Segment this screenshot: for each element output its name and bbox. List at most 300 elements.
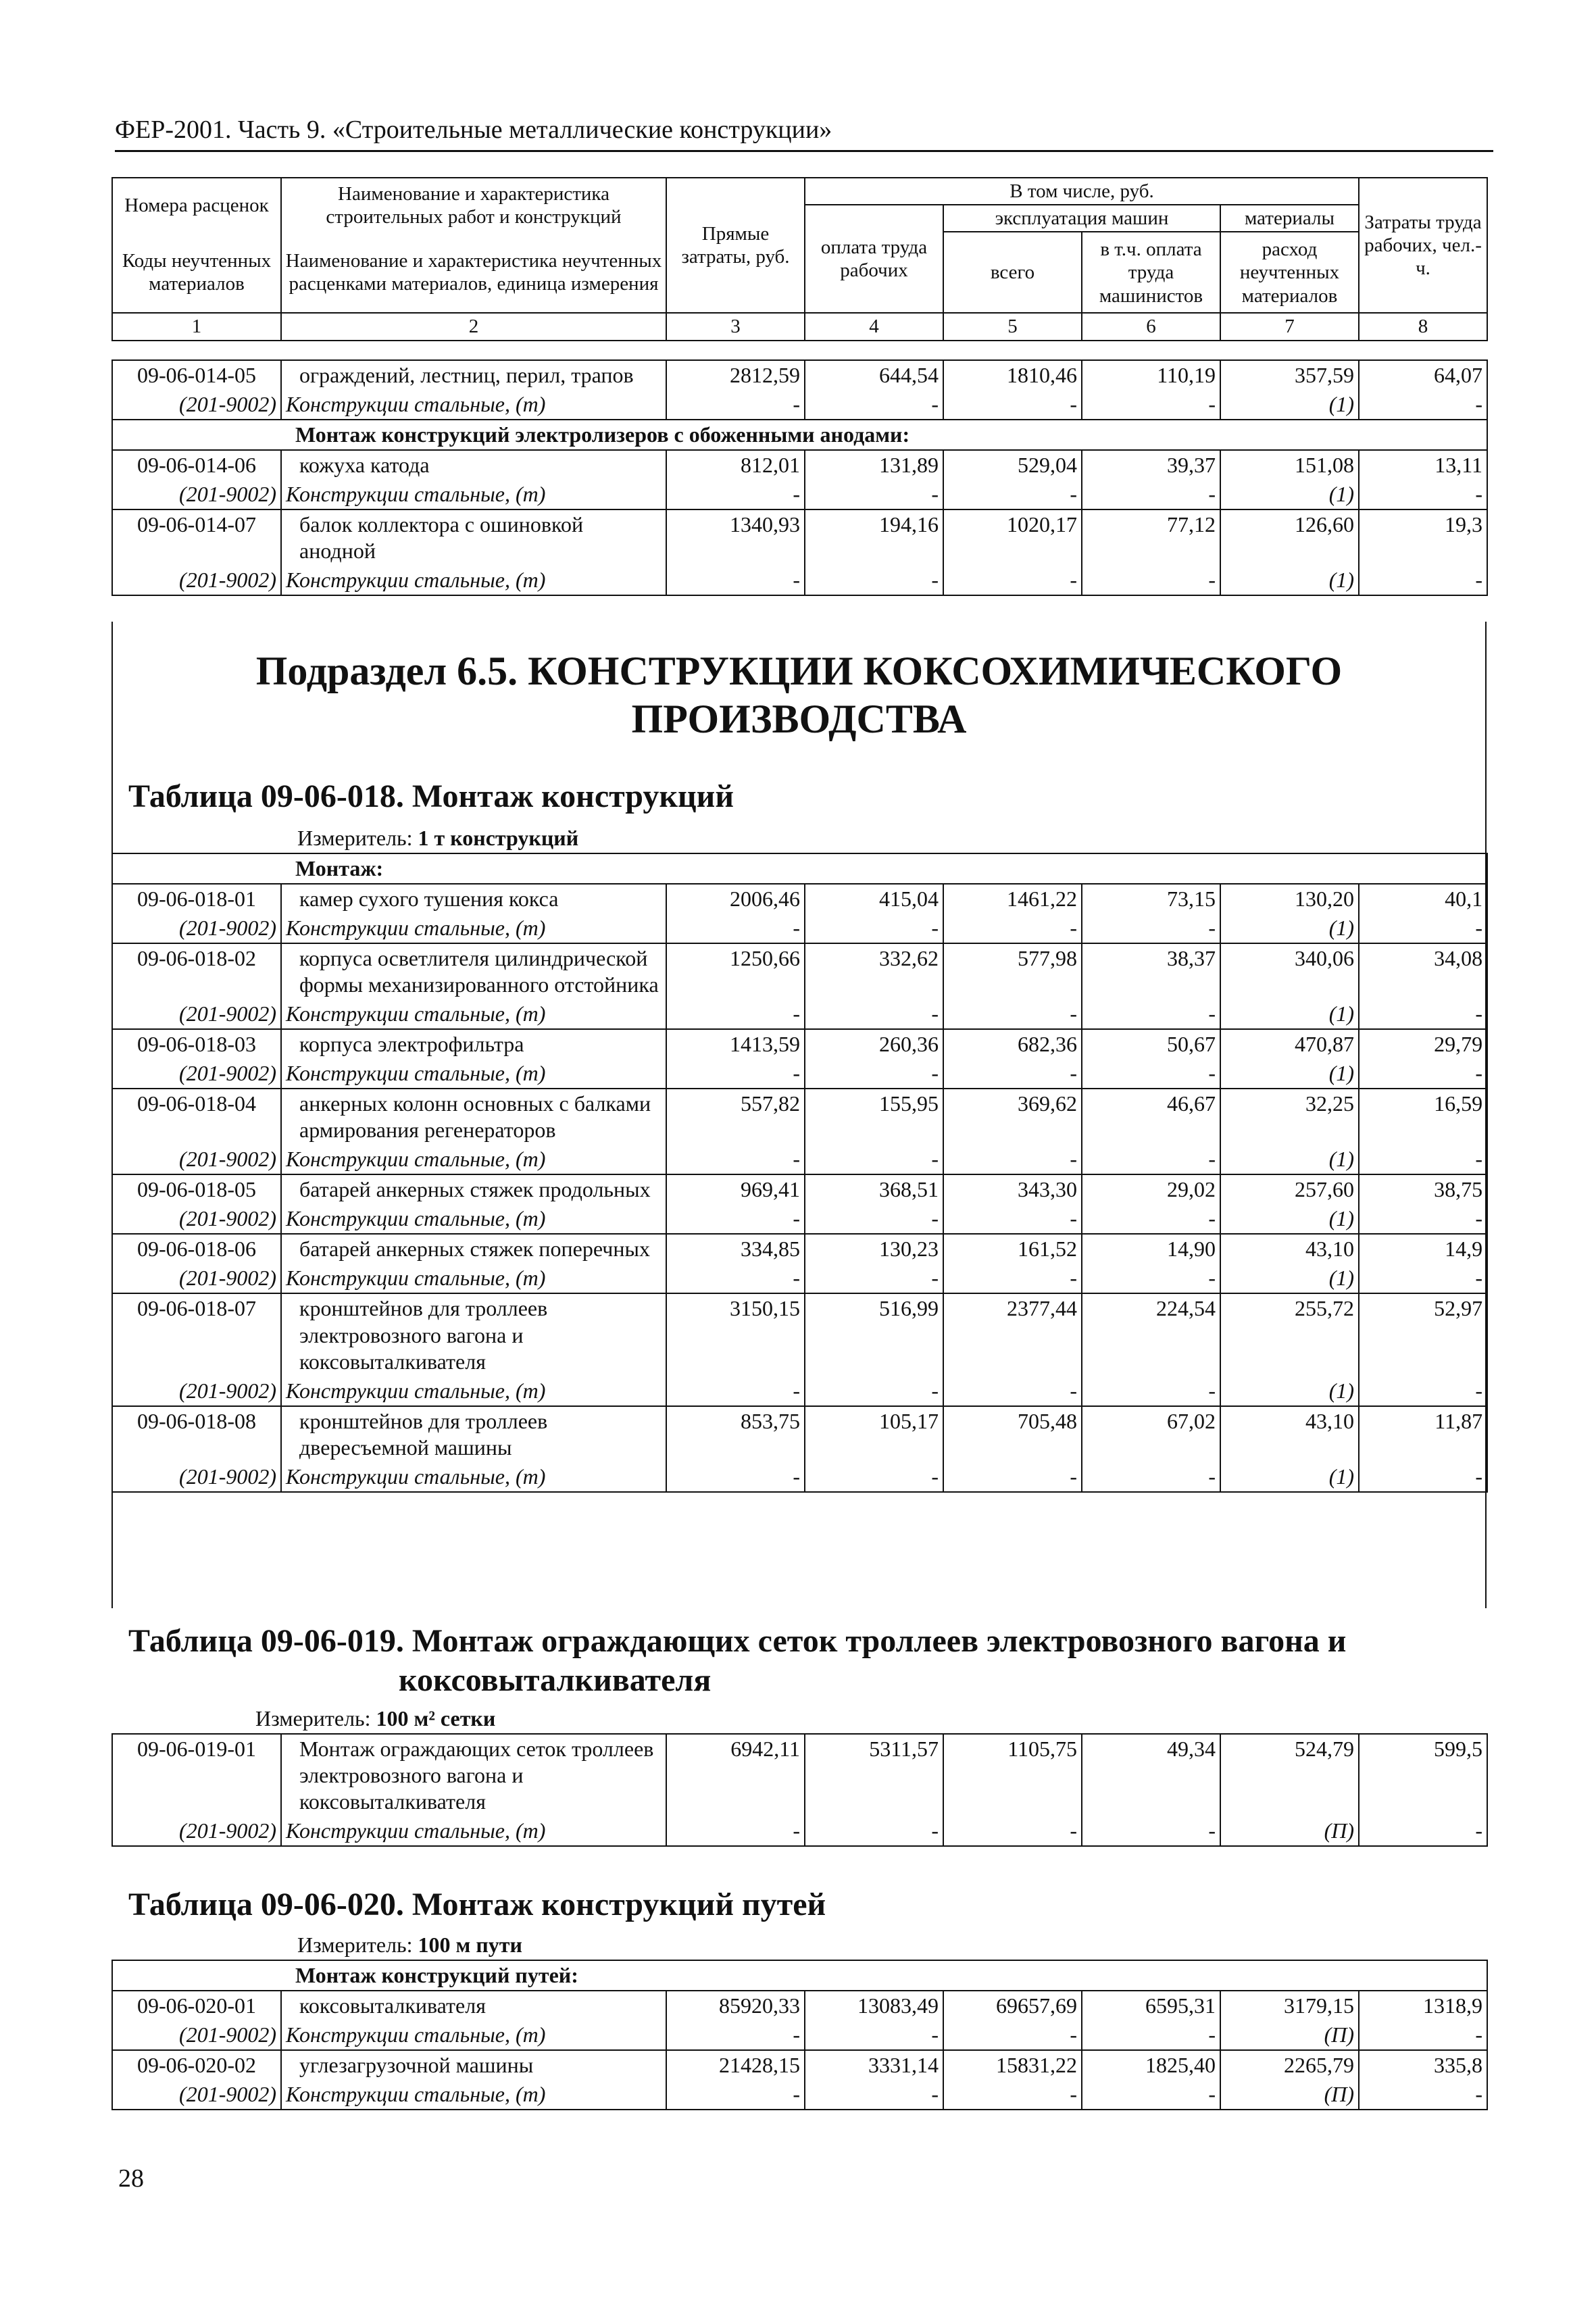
labor-hours: 38,75 <box>1359 1174 1487 1204</box>
dash-cell: - <box>1082 2020 1220 2050</box>
dash-cell: - <box>1082 999 1220 1029</box>
work-name: ограждений, лестниц, перил, трапов <box>281 360 666 390</box>
rate-code: 09-06-018-08 <box>112 1406 281 1462</box>
materials-cost: 470,87 <box>1220 1029 1359 1059</box>
machines-total: 369,62 <box>943 1089 1082 1145</box>
table-020-title: Таблица 09-06-020. Монтаж конструкций путей <box>128 1887 826 1922</box>
material-usage: (П) <box>1220 1816 1359 1846</box>
table-018-title: Таблица 09-06-018. Монтаж конструкций <box>128 778 734 814</box>
material-usage: (1) <box>1220 1462 1359 1492</box>
work-name: корпуса осветлителя цилиндрической формы механизированного отстойника <box>281 943 666 999</box>
rate-code: 09-06-014-07 <box>112 509 281 566</box>
rate-code: 09-06-014-05 <box>112 360 281 390</box>
rate-code: 09-06-014-06 <box>112 450 281 480</box>
machines-total: 577,98 <box>943 943 1082 999</box>
header-num-7: 7 <box>1220 313 1359 340</box>
machinist-pay: 50,67 <box>1082 1029 1220 1059</box>
subsection-title <box>111 647 1487 743</box>
material-usage: (1) <box>1220 480 1359 509</box>
header-including: В том числе, руб. <box>805 178 1359 205</box>
machinist-pay: 49,34 <box>1082 1734 1220 1816</box>
worker-pay: 131,89 <box>805 450 943 480</box>
header-materials: материалы <box>1220 205 1359 232</box>
dash-cell: - <box>805 2080 943 2110</box>
dash-cell: - <box>666 390 805 420</box>
header-machines-total: всего <box>943 232 1082 313</box>
material-row <box>112 1816 1487 1846</box>
header-name-top: Наименование и характеристика строительных работ и конструкций <box>281 178 666 232</box>
worker-pay: 194,16 <box>805 509 943 566</box>
dash-cell: - <box>805 1264 943 1293</box>
dash-cell: - <box>943 2080 1082 2110</box>
worker-pay: 5311,57 <box>805 1734 943 1816</box>
dash-cell: - <box>943 566 1082 595</box>
rate-row <box>112 1089 1487 1145</box>
labor-hours: 52,97 <box>1359 1293 1487 1376</box>
dash-cell: - <box>943 1816 1082 1846</box>
direct-costs: 2812,59 <box>666 360 805 390</box>
material-name: Конструкции стальные, (т) <box>281 2020 666 2050</box>
dash-cell: - <box>805 480 943 509</box>
labor-hours: 13,11 <box>1359 450 1487 480</box>
material-row <box>112 566 1487 595</box>
work-name: батарей анкерных стяжек продольных <box>281 1174 666 1204</box>
machines-total: 1105,75 <box>943 1734 1082 1816</box>
dash-cell: - <box>943 480 1082 509</box>
table-019 <box>111 1733 1488 1847</box>
machines-total: 161,52 <box>943 1234 1082 1264</box>
machinist-pay: 224,54 <box>1082 1293 1220 1376</box>
material-name: Конструкции стальные, (т) <box>281 1376 666 1406</box>
dash-cell: - <box>666 1376 805 1406</box>
dash-cell: - <box>1359 2080 1487 2110</box>
worker-pay: 3331,14 <box>805 2050 943 2080</box>
rate-row <box>112 509 1487 566</box>
rate-row <box>112 1406 1487 1462</box>
material-row <box>112 480 1487 509</box>
dash-cell: - <box>666 2080 805 2110</box>
material-usage: (1) <box>1220 1145 1359 1174</box>
section-electrolyzers: Монтаж конструкций электролизеров с обоженными анодами: <box>112 420 1487 450</box>
header-name-bottom: Наименование и характеристика неучтенных расценками материалов, единица измерения <box>281 232 666 313</box>
work-name: кронштейнов для троллеев электровозного вагона и коксовыталкивателя <box>281 1293 666 1376</box>
direct-costs: 334,85 <box>666 1234 805 1264</box>
machines-total: 705,48 <box>943 1406 1082 1462</box>
dash-cell: - <box>805 1816 943 1846</box>
dash-cell: - <box>805 914 943 943</box>
page-number: 28 <box>118 2164 144 2193</box>
worker-pay: 516,99 <box>805 1293 943 1376</box>
dash-cell: - <box>1359 2020 1487 2050</box>
work-name: анкерных колонн основных с балками армирования регенераторов <box>281 1089 666 1145</box>
direct-costs: 1413,59 <box>666 1029 805 1059</box>
dash-cell: - <box>1082 390 1220 420</box>
dash-cell: - <box>1359 480 1487 509</box>
material-code: (201-9002) <box>112 1204 281 1234</box>
rate-row <box>112 1734 1487 1816</box>
machinist-pay: 6595,31 <box>1082 1991 1220 2020</box>
materials-cost: 43,10 <box>1220 1234 1359 1264</box>
measure-value: 100 м² сетки <box>376 1706 496 1731</box>
machines-total: 2377,44 <box>943 1293 1082 1376</box>
header-machines: эксплуатация машин <box>943 205 1220 232</box>
dash-cell: - <box>666 914 805 943</box>
dash-cell: - <box>1359 914 1487 943</box>
dash-cell: - <box>1082 1462 1220 1492</box>
material-row <box>112 914 1487 943</box>
section-track-mounting: Монтаж конструкций путей: <box>112 1960 1487 1991</box>
labor-hours: 40,1 <box>1359 884 1487 914</box>
material-code: (201-9002) <box>112 914 281 943</box>
worker-pay: 105,17 <box>805 1406 943 1462</box>
material-name: Конструкции стальные, (т) <box>281 1204 666 1234</box>
table-018 <box>111 853 1488 1493</box>
direct-costs: 557,82 <box>666 1089 805 1145</box>
section-mounting: Монтаж: <box>112 853 1487 884</box>
material-code: (201-9002) <box>112 1816 281 1846</box>
labor-hours: 335,8 <box>1359 2050 1487 2080</box>
material-code: (201-9002) <box>112 999 281 1029</box>
rate-code: 09-06-020-02 <box>112 2050 281 2080</box>
work-name: Монтаж ограждающих сеток троллеев электровозного вагона и коксовыталкивателя <box>281 1734 666 1816</box>
rate-code: 09-06-019-01 <box>112 1734 281 1816</box>
labor-hours: 11,87 <box>1359 1406 1487 1462</box>
material-usage: (1) <box>1220 1264 1359 1293</box>
worker-pay: 332,62 <box>805 943 943 999</box>
dash-cell: - <box>943 2020 1082 2050</box>
dash-cell: - <box>666 2020 805 2050</box>
measure-label: Измеритель: <box>297 1933 413 1957</box>
material-usage: (П) <box>1220 2080 1359 2110</box>
labor-hours: 1318,9 <box>1359 1991 1487 2020</box>
dash-cell: - <box>943 914 1082 943</box>
machinist-pay: 39,37 <box>1082 450 1220 480</box>
materials-cost: 340,06 <box>1220 943 1359 999</box>
materials-cost: 524,79 <box>1220 1734 1359 1816</box>
dash-cell: - <box>943 999 1082 1029</box>
machinist-pay: 1825,40 <box>1082 2050 1220 2080</box>
material-code: (201-9002) <box>112 1376 281 1406</box>
dash-cell: - <box>805 1145 943 1174</box>
material-code: (201-9002) <box>112 2080 281 2110</box>
rate-row <box>112 450 1487 480</box>
header-num-8: 8 <box>1359 313 1487 340</box>
work-name: углезагрузочной машины <box>281 2050 666 2080</box>
worker-pay: 368,51 <box>805 1174 943 1204</box>
direct-costs: 1340,93 <box>666 509 805 566</box>
dash-cell: - <box>1082 480 1220 509</box>
machines-total: 529,04 <box>943 450 1082 480</box>
direct-costs: 85920,33 <box>666 1991 805 2020</box>
dash-cell: - <box>1359 1059 1487 1089</box>
dash-cell: - <box>1359 1264 1487 1293</box>
dash-cell: - <box>666 1816 805 1846</box>
dash-cell: - <box>1082 1059 1220 1089</box>
dash-cell: - <box>666 1264 805 1293</box>
dash-cell: - <box>805 999 943 1029</box>
labor-hours: 14,9 <box>1359 1234 1487 1264</box>
dash-cell: - <box>1359 1816 1487 1846</box>
rate-code: 09-06-018-07 <box>112 1293 281 1376</box>
material-row <box>112 2020 1487 2050</box>
dash-cell: - <box>943 1059 1082 1089</box>
dash-cell: - <box>805 390 943 420</box>
measure-label: Измеритель: <box>255 1706 371 1731</box>
machinist-pay: 67,02 <box>1082 1406 1220 1462</box>
dash-cell: - <box>666 1462 805 1492</box>
dash-cell: - <box>1082 566 1220 595</box>
dash-cell: - <box>1359 1462 1487 1492</box>
material-name: Конструкции стальные, (т) <box>281 1264 666 1293</box>
material-row <box>112 1145 1487 1174</box>
worker-pay: 155,95 <box>805 1089 943 1145</box>
dash-cell: - <box>1359 390 1487 420</box>
material-code: (201-9002) <box>112 2020 281 2050</box>
material-row <box>112 1376 1487 1406</box>
measure-value: 100 м пути <box>418 1933 522 1957</box>
material-usage: (1) <box>1220 1376 1359 1406</box>
header-num-2: 2 <box>281 313 666 340</box>
materials-cost: 32,25 <box>1220 1089 1359 1145</box>
table-018-measure <box>297 826 578 851</box>
rate-row <box>112 1293 1487 1376</box>
dash-cell: - <box>1082 1816 1220 1846</box>
material-row <box>112 1059 1487 1089</box>
material-code: (201-9002) <box>112 1059 281 1089</box>
work-name: балок коллектора с ошиновкой анодной <box>281 509 666 566</box>
subsection-title-line-1: Подраздел 6.5. КОНСТРУКЦИИ КОКСОХИМИЧЕСКОГО <box>255 649 1343 693</box>
material-usage: (П) <box>1220 2020 1359 2050</box>
machines-total: 343,30 <box>943 1174 1082 1204</box>
material-code: (201-9002) <box>112 1462 281 1492</box>
subsection-title-line-2: ПРОИЗВОДСТВА <box>631 696 967 741</box>
materials-cost: 3179,15 <box>1220 1991 1359 2020</box>
labor-hours: 19,3 <box>1359 509 1487 566</box>
work-name: камер сухого тушения кокса <box>281 884 666 914</box>
machinist-pay: 73,15 <box>1082 884 1220 914</box>
material-name: Конструкции стальные, (т) <box>281 914 666 943</box>
table-019-title-line-1: Таблица 09-06-019. Монтаж ограждающих сеток троллеев электровозного вагона и <box>128 1623 1347 1659</box>
dash-cell: - <box>1082 1145 1220 1174</box>
machinist-pay: 29,02 <box>1082 1174 1220 1204</box>
material-row <box>112 1264 1487 1293</box>
dash-cell: - <box>1359 1204 1487 1234</box>
header-material-usage: расход неучтенных материалов <box>1220 232 1359 313</box>
direct-costs: 21428,15 <box>666 2050 805 2080</box>
material-row <box>112 1462 1487 1492</box>
material-name: Конструкции стальные, (т) <box>281 480 666 509</box>
materials-cost: 130,20 <box>1220 884 1359 914</box>
rate-code: 09-06-018-01 <box>112 884 281 914</box>
machines-total: 15831,22 <box>943 2050 1082 2080</box>
header-codes-top: Номера расценок <box>112 178 281 232</box>
running-head: ФЕР-2001. Часть 9. «Строительные металлические конструкции» <box>115 115 1493 152</box>
materials-cost: 357,59 <box>1220 360 1359 390</box>
material-code: (201-9002) <box>112 566 281 595</box>
material-name: Конструкции стальные, (т) <box>281 1059 666 1089</box>
rate-row <box>112 1174 1487 1204</box>
table-020-measure <box>297 1933 522 1958</box>
dash-cell: - <box>666 480 805 509</box>
dash-cell: - <box>805 1204 943 1234</box>
material-usage: (1) <box>1220 914 1359 943</box>
dash-cell: - <box>1082 1264 1220 1293</box>
dash-cell: - <box>1082 1204 1220 1234</box>
dash-cell: - <box>943 390 1082 420</box>
dash-cell: - <box>1359 566 1487 595</box>
rate-row <box>112 360 1487 390</box>
dash-cell: - <box>666 999 805 1029</box>
table-019-title-line-2: коксовыталкивателя <box>399 1662 712 1698</box>
material-code: (201-9002) <box>112 390 281 420</box>
machines-total: 1461,22 <box>943 884 1082 914</box>
work-name: батарей анкерных стяжек поперечных <box>281 1234 666 1264</box>
dash-cell: - <box>805 1059 943 1089</box>
material-name: Конструкции стальные, (т) <box>281 390 666 420</box>
material-code: (201-9002) <box>112 1145 281 1174</box>
header-num-3: 3 <box>666 313 805 340</box>
work-name: корпуса электрофильтра <box>281 1029 666 1059</box>
machinist-pay: 46,67 <box>1082 1089 1220 1145</box>
material-name: Конструкции стальные, (т) <box>281 2080 666 2110</box>
worker-pay: 415,04 <box>805 884 943 914</box>
dash-cell: - <box>805 1462 943 1492</box>
dash-cell: - <box>666 1204 805 1234</box>
material-row <box>112 999 1487 1029</box>
rate-code: 09-06-018-06 <box>112 1234 281 1264</box>
labor-hours: 16,59 <box>1359 1089 1487 1145</box>
table-019-title <box>128 1622 1346 1699</box>
work-name: коксовыталкивателя <box>281 1991 666 2020</box>
direct-costs: 969,41 <box>666 1174 805 1204</box>
worker-pay: 13083,49 <box>805 1991 943 2020</box>
machines-total: 1020,17 <box>943 509 1082 566</box>
header-num-6: 6 <box>1082 313 1220 340</box>
dash-cell: - <box>1359 1145 1487 1174</box>
dash-cell: - <box>1359 1376 1487 1406</box>
header-num-1: 1 <box>112 313 281 340</box>
dash-cell: - <box>1359 999 1487 1029</box>
material-usage: (1) <box>1220 1204 1359 1234</box>
rate-code: 09-06-018-04 <box>112 1089 281 1145</box>
worker-pay: 644,54 <box>805 360 943 390</box>
rate-row <box>112 1029 1487 1059</box>
dash-cell: - <box>943 1145 1082 1174</box>
header-machinist-pay: в т.ч. оплата труда машинистов <box>1082 232 1220 313</box>
dash-cell: - <box>943 1462 1082 1492</box>
direct-costs: 2006,46 <box>666 884 805 914</box>
work-name: кожуха катода <box>281 450 666 480</box>
rate-code: 09-06-018-02 <box>112 943 281 999</box>
materials-cost: 255,72 <box>1220 1293 1359 1376</box>
table-014-continued <box>111 359 1488 596</box>
machinist-pay: 14,90 <box>1082 1234 1220 1264</box>
dash-cell: - <box>666 1059 805 1089</box>
machinist-pay: 110,19 <box>1082 360 1220 390</box>
header-worker-pay: оплата труда рабочих <box>805 205 943 313</box>
direct-costs: 812,01 <box>666 450 805 480</box>
labor-hours: 599,5 <box>1359 1734 1487 1816</box>
rate-row <box>112 1991 1487 2020</box>
labor-hours: 34,08 <box>1359 943 1487 999</box>
material-row <box>112 390 1487 420</box>
measure-label: Измеритель: <box>297 826 413 850</box>
column-header-table <box>111 177 1488 341</box>
rate-code: 09-06-018-05 <box>112 1174 281 1204</box>
header-num-4: 4 <box>805 313 943 340</box>
material-usage: (1) <box>1220 566 1359 595</box>
worker-pay: 260,36 <box>805 1029 943 1059</box>
dash-cell: - <box>805 1376 943 1406</box>
work-name: кронштейнов для троллеев двересъемной машины <box>281 1406 666 1462</box>
material-usage: (1) <box>1220 999 1359 1029</box>
material-name: Конструкции стальные, (т) <box>281 1145 666 1174</box>
material-usage: (1) <box>1220 390 1359 420</box>
table-019-measure <box>255 1706 495 1731</box>
machinist-pay: 77,12 <box>1082 509 1220 566</box>
table-020 <box>111 1960 1488 2110</box>
rate-code: 09-06-020-01 <box>112 1991 281 2020</box>
dash-cell: - <box>666 566 805 595</box>
direct-costs: 1250,66 <box>666 943 805 999</box>
header-direct-costs: Прямые затраты, руб. <box>666 178 805 313</box>
dash-cell: - <box>943 1376 1082 1406</box>
dash-cell: - <box>805 2020 943 2050</box>
material-name: Конструкции стальные, (т) <box>281 999 666 1029</box>
header-num-5: 5 <box>943 313 1082 340</box>
material-code: (201-9002) <box>112 480 281 509</box>
material-row <box>112 2080 1487 2110</box>
rate-row <box>112 1234 1487 1264</box>
material-name: Конструкции стальные, (т) <box>281 1462 666 1492</box>
labor-hours: 64,07 <box>1359 360 1487 390</box>
rate-row <box>112 884 1487 914</box>
header-codes-bottom: Коды неучтенных материалов <box>112 232 281 313</box>
machines-total: 682,36 <box>943 1029 1082 1059</box>
material-name: Конструкции стальные, (т) <box>281 1816 666 1846</box>
dash-cell: - <box>805 566 943 595</box>
header-labor-hours: Затраты труда рабочих, чел.-ч. <box>1359 178 1487 313</box>
dash-cell: - <box>943 1204 1082 1234</box>
materials-cost: 126,60 <box>1220 509 1359 566</box>
material-row <box>112 1204 1487 1234</box>
dash-cell: - <box>1082 914 1220 943</box>
dash-cell: - <box>943 1264 1082 1293</box>
materials-cost: 43,10 <box>1220 1406 1359 1462</box>
labor-hours: 29,79 <box>1359 1029 1487 1059</box>
materials-cost: 151,08 <box>1220 450 1359 480</box>
materials-cost: 2265,79 <box>1220 2050 1359 2080</box>
machines-total: 69657,69 <box>943 1991 1082 2020</box>
dash-cell: - <box>666 1145 805 1174</box>
rate-code: 09-06-018-03 <box>112 1029 281 1059</box>
direct-costs: 3150,15 <box>666 1293 805 1376</box>
materials-cost: 257,60 <box>1220 1174 1359 1204</box>
direct-costs: 6942,11 <box>666 1734 805 1816</box>
machines-total: 1810,46 <box>943 360 1082 390</box>
worker-pay: 130,23 <box>805 1234 943 1264</box>
direct-costs: 853,75 <box>666 1406 805 1462</box>
dash-cell: - <box>1082 2080 1220 2110</box>
rate-row <box>112 943 1487 999</box>
dash-cell: - <box>1082 1376 1220 1406</box>
rate-row <box>112 2050 1487 2080</box>
material-code: (201-9002) <box>112 1264 281 1293</box>
machinist-pay: 38,37 <box>1082 943 1220 999</box>
material-name: Конструкции стальные, (т) <box>281 566 666 595</box>
material-usage: (1) <box>1220 1059 1359 1089</box>
measure-value: 1 т конструкций <box>418 826 579 850</box>
